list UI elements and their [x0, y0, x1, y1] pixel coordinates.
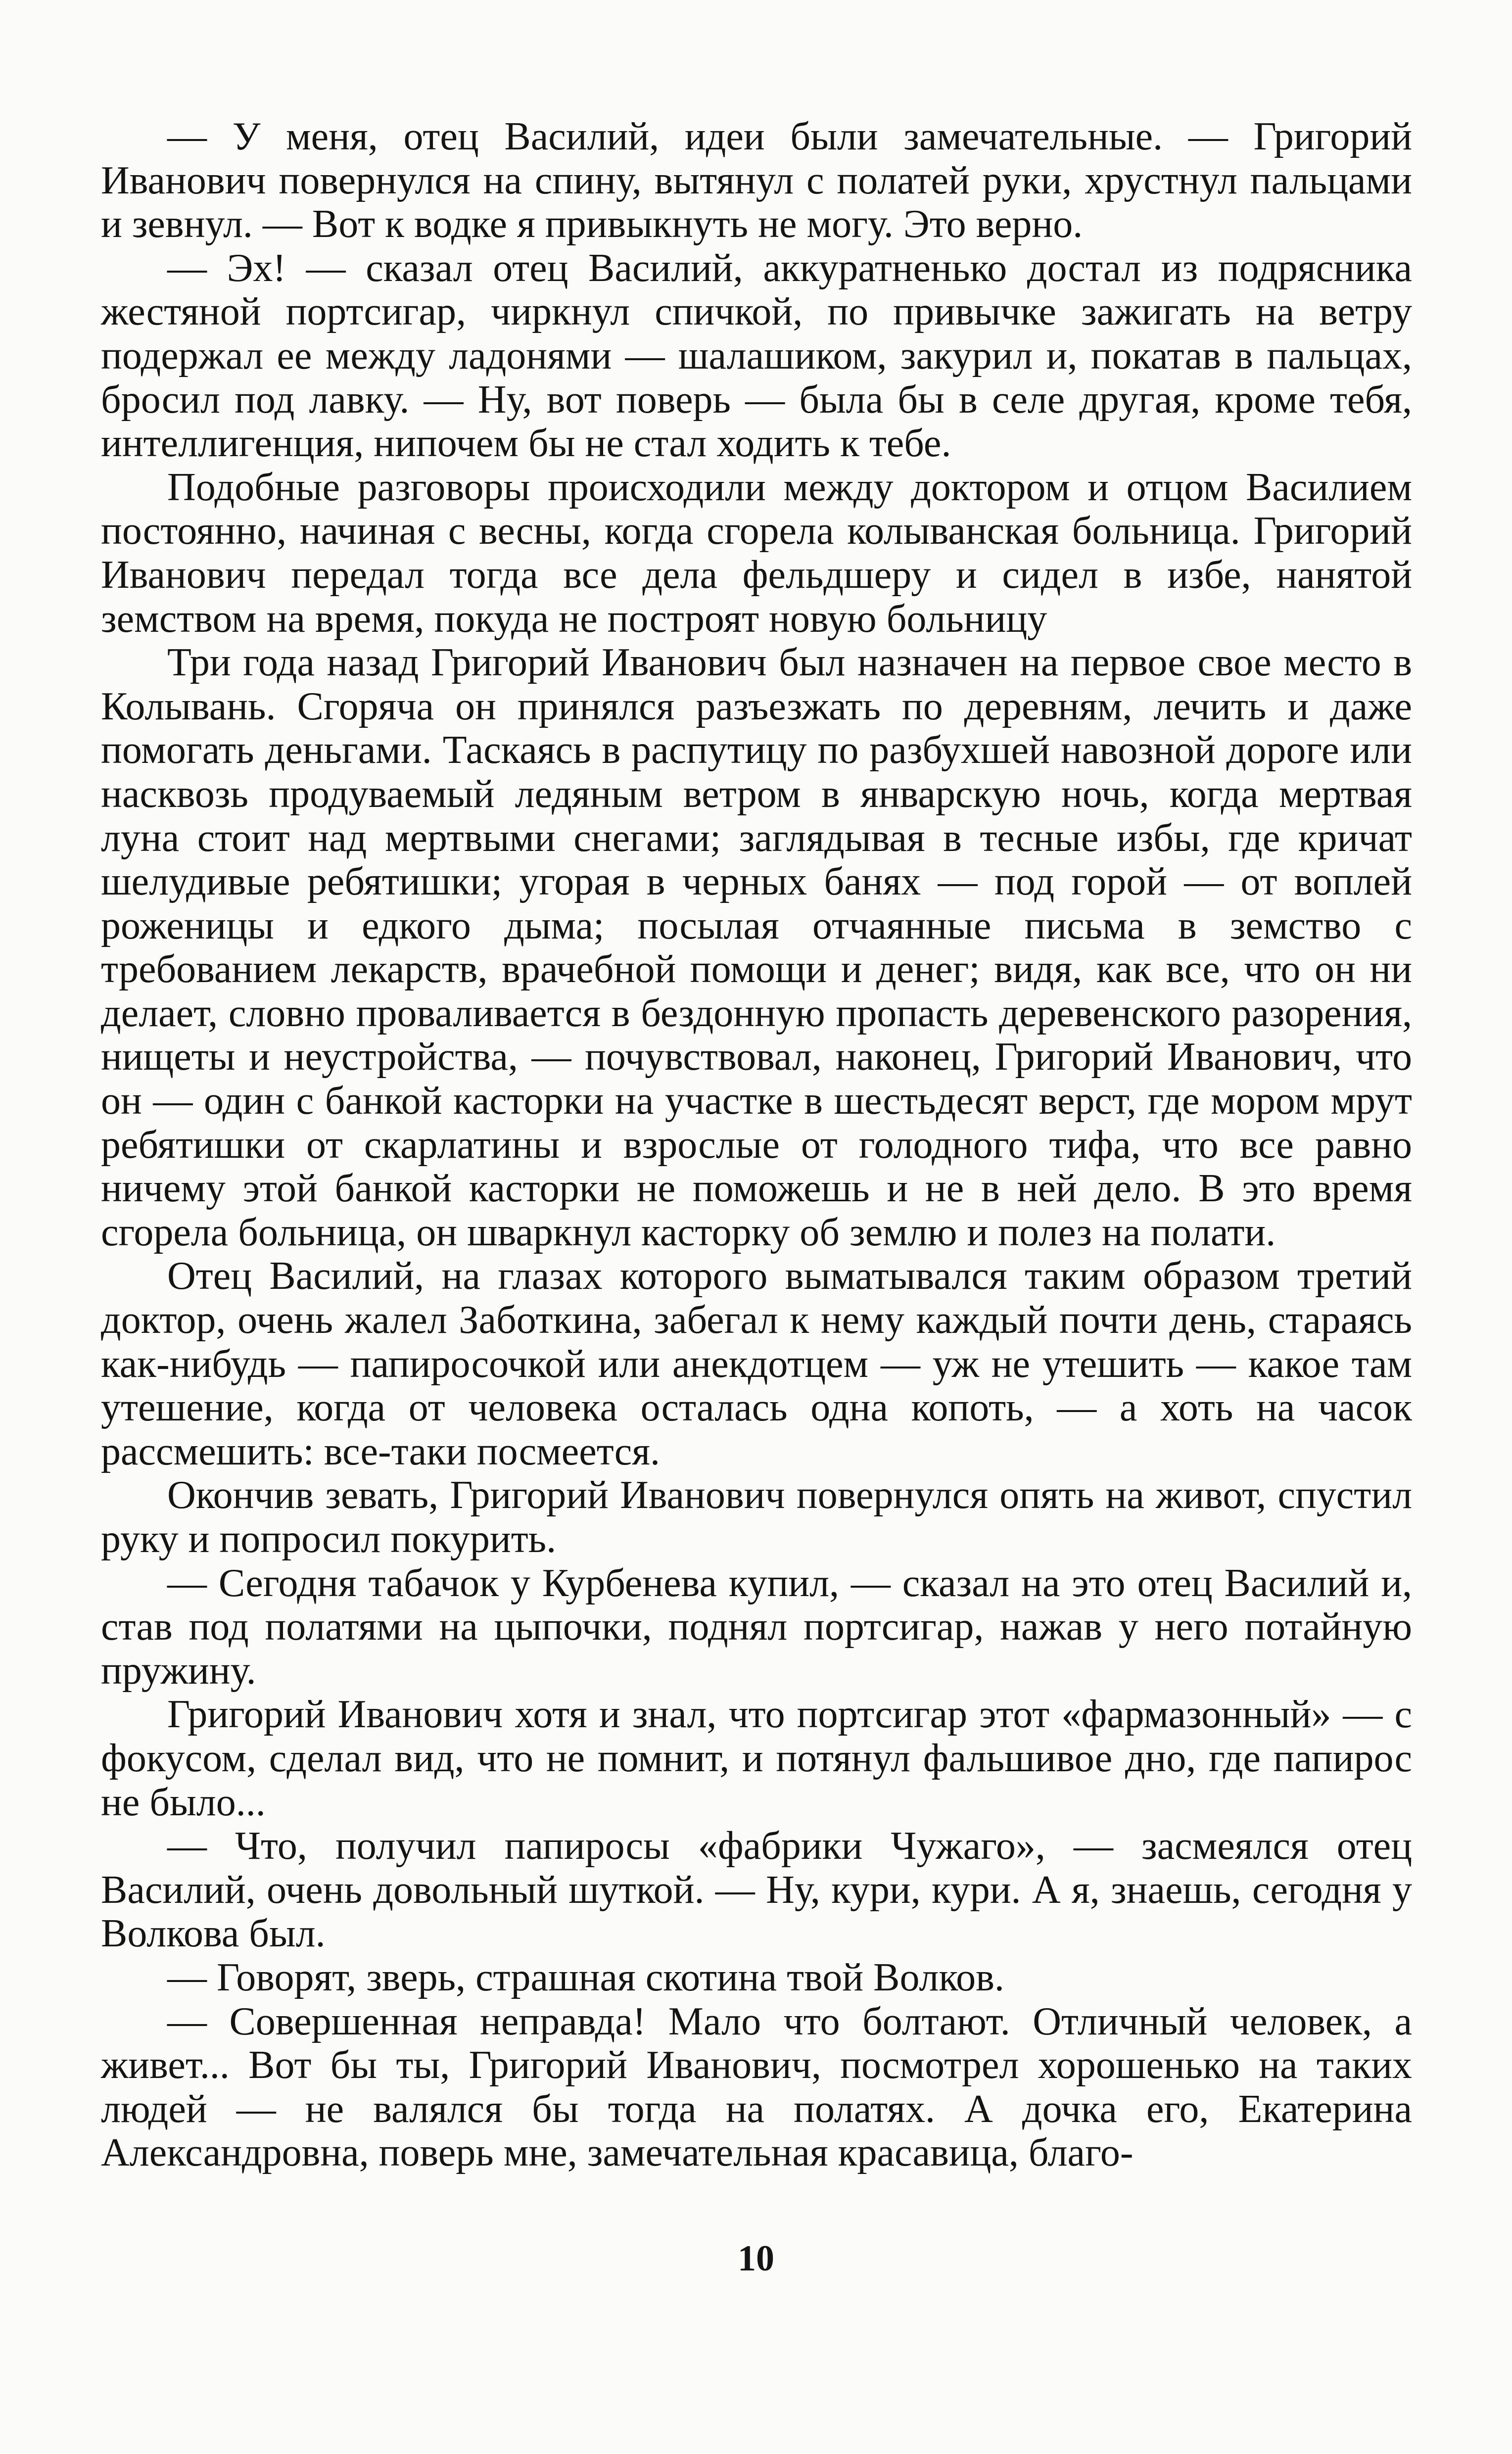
paragraph-11: — Совершенная неправда! Мало что болтают. Отличный человек, а живет... Вот бы ты, Григорий Иванович, посмотрел хорошенько на таких людей — не валялся бы тогда на полатях. А дочка его, Екатерина Александровна, поверь мне, замечательная красавица, благо-	[101, 1999, 1412, 2175]
paragraph-10: — Говорят, зверь, страшная скотина твой Волков.	[167, 1955, 1004, 1999]
paragraph-9: — Что, получил папиросы «фабрики Чужаго», — засмеялся отец Василий, очень довольный шуткой. — Ну, кури, кури. А я, знаешь, сегодня у Волкова был.	[101, 1824, 1412, 1956]
paragraph-4: Три года назад Григорий Иванович был назначен на первое свое место в Колывань. Сгоряча он принялся разъезжать по деревням, лечить и даже помогать деньгами. Таскаясь в распутицу по разбухшей навозной дороге или насквозь продуваемый ледяным ветром в январскую ночь, когда мертвая луна стоит над мертвыми снегами; заглядывая в тесные избы, где кричат шелудивые ребятишки; угорая в черных банях — под горой — от воплей роженицы и едкого дыма; посылая отчаянные письма в земство с требованием лекарств, врачебной помощи и денег; видя, как все, что он ни делает, словно проваливается в бездонную пропасть деревенского разорения, нищеты и неустройства, — почувствовал, наконец, Григорий Иванович, что он — один с банкой касторки на участке в шестьдесят верст, где мором мрут ребятишки от скарлатины и взрослые от голодного тифа, что все равно ничему этой банкой касторки не поможешь и не в ней дело. В это время сгорела больница, он шваркнул касторку об землю и полез на полати.	[101, 641, 1412, 1254]
paragraph-5: Отец Василий, на глазах которого выматывался таким образом третий доктор, очень жалел Заботкина, забегал к нему каждый почти день, стараясь как-нибудь — папиросочкой или анекдотцем — уж не утешить — какое там утешение, когда от человека осталась одна копоть, — а хоть на часок рассмешить: все-таки посмеется.	[101, 1254, 1412, 1473]
body-text	[101, 115, 1412, 2175]
paragraph-7: — Сегодня табачок у Курбенева купил, — сказал на это отец Василий и, став под полатями на цыпочки, поднял портсигар, нажав у него потайную пружину.	[101, 1561, 1412, 1693]
paragraph-3: Подобные разговоры происходили между доктором и отцом Василием постоянно, начиная с весны, когда сгорела колыванская больница. Григорий Иванович передал тогда все дела фельдшеру и сидел в избе, нанятой земством на время, покуда не построят новую больницу	[101, 465, 1412, 641]
paragraph-1: — У меня, отец Василий, идеи были замечательные. — Григорий Иванович повернулся на спину, вытянул с полатей руки, хрустнул пальцами и зевнул. — Вот к водке я привыкнуть не могу. Это верно.	[101, 115, 1412, 246]
paragraph-6: Окончив зевать, Григорий Иванович повернулся опять на живот, спустил руку и попросил покурить.	[101, 1473, 1412, 1561]
page-number: 10	[738, 2238, 774, 2279]
paragraph-8: Григорий Иванович хотя и знал, что портсигар этот «фармазонный» — с фокусом, сделал вид, что не помнит, и потянул фальшивое дно, где папирос не было...	[101, 1693, 1412, 1824]
paragraph-2: — Эх! — сказал отец Василий, аккуратненько достал из подрясника жестяной портсигар, чиркнул спичкой, по привычке зажигать на ветру подержал ее между ладонями — шалашиком, закурил и, покатав в пальцах, бросил под лавку. — Ну, вот поверь — была бы в селе другая, кроме тебя, интеллигенция, нипочем бы не стал ходить к тебе.	[101, 246, 1412, 466]
